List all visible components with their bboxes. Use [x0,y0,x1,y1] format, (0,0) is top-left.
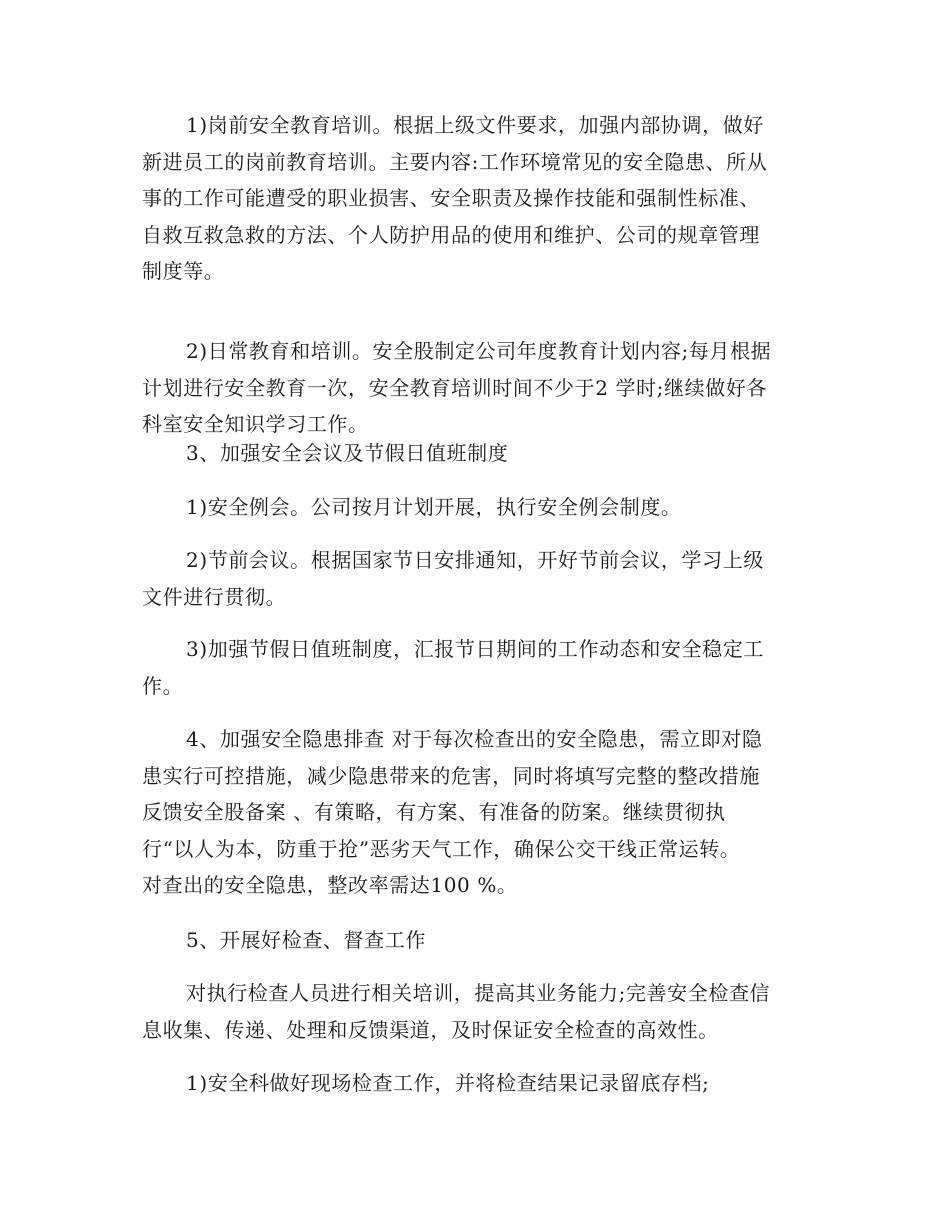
section-heading-inspections [142,922,814,959]
paragraph-pre-job-training [142,107,814,290]
paragraph-line: 自救互救急救的方法、个人防护用品的使用和维护、公司的规章管理 [142,222,760,247]
paragraph-line: 4、加强安全隐患排查 对于每次检查出的安全隐患，需立即对隐 [186,727,763,751]
paragraph-line: 2)节前会议。根据国家节日安排通知，开好节前会议，学习上级 [186,548,764,572]
paragraph-line: 1)安全科做好现场检查工作，并将检查结果记录留底存档; [186,1071,710,1095]
paragraph-safety-meeting [142,489,814,526]
paragraph-site-inspection [142,1065,814,1102]
paragraph-line: 对查出的安全隐患，整改率需达100 %。 [142,873,518,897]
paragraph-hazard-inspection [142,721,814,904]
paragraph-line: 科室安全知识学习工作。 [142,412,369,436]
paragraph-inspector-training [142,975,814,1048]
paragraph-line: 计划进行安全教育一次，安全教育培训时间不少于2 学时;继续做好各 [142,375,768,400]
paragraph-line: 对执行检查人员进行相关培训，提高其业务能力;完善安全检查信 [186,981,771,1005]
section-heading-meetings [142,435,814,472]
paragraph-line: 反馈安全股备案 、有策略，有方案、有准备的防案。继续贯彻执 [142,800,726,824]
paragraph-line: 新进员工的岗前教育培训。主要内容:工作环境常见的安全隐患、所从 [142,149,768,174]
paragraph-line: 患实行可控措施，减少隐患带来的危害，同时将填写完整的整改措施 [142,763,760,788]
paragraph-daily-training [142,333,814,443]
paragraph-line: 3)加强节假日值班制度，汇报节日期间的工作动态和安全稳定工 [186,637,764,661]
paragraph-line: 2)日常教育和培训。安全股制定公司年度教育计划内容;每月根据 [186,339,772,363]
paragraph-pre-holiday-meeting [142,542,814,615]
paragraph-line: 事的工作可能遭受的职业损害、安全职责及操作技能和强制性标准、 [142,186,760,210]
paragraph-line: 行“以人为本，防重于抢”恶劣天气工作，确保公交干线正常运转。 [142,836,741,861]
paragraph-line: 1)安全例会。公司按月计划开展，执行安全例会制度。 [186,495,682,519]
paragraph-line: 息收集、传递、处理和反馈渠道，及时保证安全检查的高效性。 [142,1017,719,1042]
paragraph-line: 作。 [142,673,184,698]
paragraph-holiday-duty [142,631,814,704]
section-heading: 5、开展好检查、督查工作 [186,928,426,952]
paragraph-line: 制度等。 [142,259,225,283]
section-heading: 3、加强安全会议及节假日值班制度 [186,441,509,465]
paragraph-line: 文件进行贯彻。 [142,584,287,609]
paragraph-line: 1)岗前安全教育培训。根据上级文件要求，加强内部协调，做好 [186,113,764,137]
